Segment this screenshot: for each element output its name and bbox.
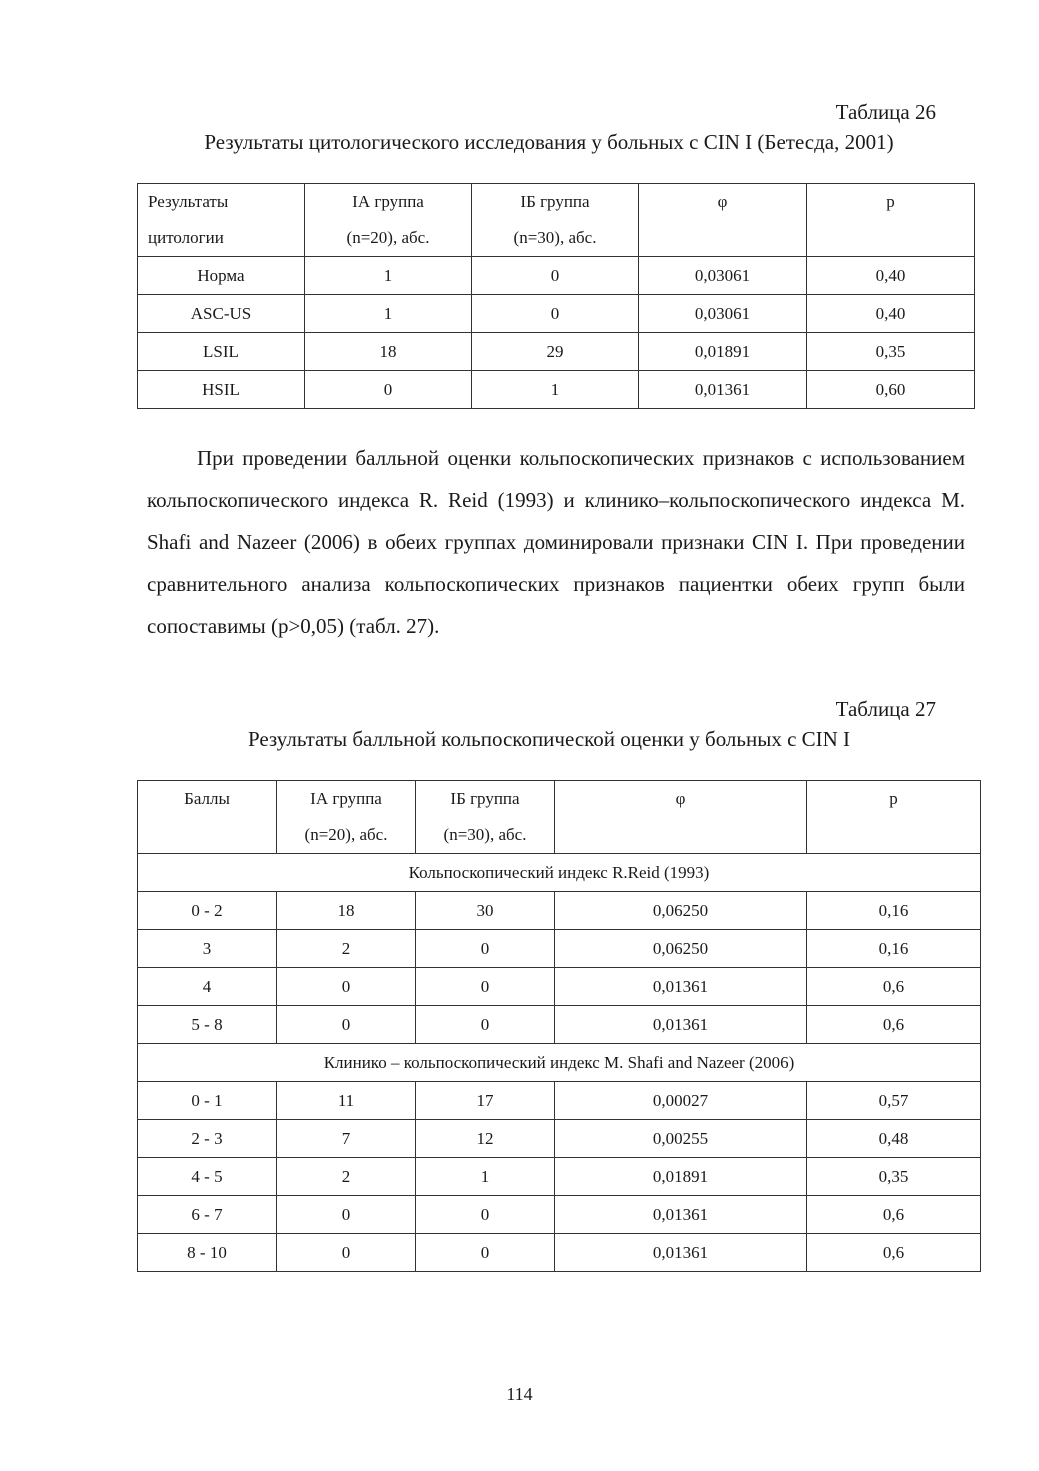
- table-cell: 2: [277, 1158, 416, 1196]
- table-cell: 0 - 1: [138, 1082, 277, 1120]
- table-cell: 29: [472, 333, 639, 371]
- header-cell: IБ группа (n=30), абс.: [472, 184, 639, 257]
- table-27-number: Таблица 27: [835, 697, 936, 721]
- table-row: [138, 892, 981, 930]
- table-cell: 0: [277, 1006, 416, 1044]
- table-27-caption: Результаты балльной кольпоскопической оценки у больных с CIN I: [247, 727, 851, 751]
- table-27: [137, 780, 981, 1272]
- table-cell: 0: [472, 295, 639, 333]
- table-cell: 0: [472, 257, 639, 295]
- table-cell: 4 - 5: [138, 1158, 277, 1196]
- header-cell: IА группа (n=20), абс.: [305, 184, 472, 257]
- table-cell: ASC-US: [138, 295, 305, 333]
- table-row: [138, 1196, 981, 1234]
- table-cell: 0,40: [807, 295, 975, 333]
- table-cell: 0: [305, 371, 472, 409]
- table-row: [138, 930, 981, 968]
- table-cell: 0,57: [807, 1082, 981, 1120]
- table-row: [138, 1006, 981, 1044]
- section-row: [138, 854, 981, 892]
- header-cell: Баллы: [138, 781, 277, 854]
- table-cell: 30: [416, 892, 555, 930]
- table-cell: 8 - 10: [138, 1234, 277, 1272]
- table-header-row: [138, 781, 981, 854]
- table-cell: 7: [277, 1120, 416, 1158]
- table-cell: 0: [416, 930, 555, 968]
- section-title: Кольпоскопический индекс R.Reid (1993): [138, 854, 981, 892]
- table-cell: 0,06250: [555, 930, 807, 968]
- table-row: [138, 295, 975, 333]
- header-cell: IБ группа (n=30), абс.: [416, 781, 555, 854]
- header-cell: Результаты цитологии: [138, 184, 305, 257]
- header-cell: p: [807, 184, 975, 257]
- section-row: [138, 1044, 981, 1082]
- table-cell: 0: [416, 1234, 555, 1272]
- table-cell: 0,60: [807, 371, 975, 409]
- table-cell: 12: [416, 1120, 555, 1158]
- table-cell: 4: [138, 968, 277, 1006]
- table-cell: 1: [305, 295, 472, 333]
- table-cell: 0,35: [807, 1158, 981, 1196]
- table-cell: 0,35: [807, 333, 975, 371]
- table-cell: 0,06250: [555, 892, 807, 930]
- table-cell: 0,6: [807, 968, 981, 1006]
- table-cell: 0: [416, 968, 555, 1006]
- table-row: [138, 1120, 981, 1158]
- table-row: [138, 1158, 981, 1196]
- table-cell: 1: [305, 257, 472, 295]
- table-cell: 6 - 7: [138, 1196, 277, 1234]
- table-cell: HSIL: [138, 371, 305, 409]
- table-cell: 18: [277, 892, 416, 930]
- table-row: [138, 1234, 981, 1272]
- table-cell: 0: [277, 1234, 416, 1272]
- table-row: [138, 333, 975, 371]
- table-cell: 2 - 3: [138, 1120, 277, 1158]
- table-cell: 0: [416, 1006, 555, 1044]
- table-cell: 3: [138, 930, 277, 968]
- table-cell: 0,01361: [555, 1234, 807, 1272]
- table-cell: 0,16: [807, 930, 981, 968]
- table-26-number: Таблица 26: [835, 100, 936, 124]
- table-cell: 1: [472, 371, 639, 409]
- table-row: [138, 968, 981, 1006]
- table-row: [138, 371, 975, 409]
- table-cell: 1: [416, 1158, 555, 1196]
- table-cell: 0,40: [807, 257, 975, 295]
- table-cell: 0: [277, 1196, 416, 1234]
- table-cell: 0: [416, 1196, 555, 1234]
- table-cell: 0: [277, 968, 416, 1006]
- table-cell: Норма: [138, 257, 305, 295]
- table-cell: 2: [277, 930, 416, 968]
- table-cell: 0,03061: [639, 257, 807, 295]
- table-cell: 0,01891: [555, 1158, 807, 1196]
- table-cell: 11: [277, 1082, 416, 1120]
- page-number: 114: [506, 1384, 533, 1404]
- table-cell: LSIL: [138, 333, 305, 371]
- table-26-caption: Результаты цитологического исследования у больных с CIN I (Бетесда, 2001): [204, 130, 894, 154]
- table-cell: 0,01361: [555, 968, 807, 1006]
- table-cell: 0,01891: [639, 333, 807, 371]
- table-cell: 0,00255: [555, 1120, 807, 1158]
- table-cell: 0,00027: [555, 1082, 807, 1120]
- table-cell: 0,01361: [639, 371, 807, 409]
- table-cell: 0 - 2: [138, 892, 277, 930]
- table-cell: 0,16: [807, 892, 981, 930]
- table-cell: 0,6: [807, 1196, 981, 1234]
- table-cell: 18: [305, 333, 472, 371]
- table-cell: 0,01361: [555, 1006, 807, 1044]
- table-cell: 0,6: [807, 1234, 981, 1272]
- table-cell: 0,03061: [639, 295, 807, 333]
- table-cell: 0,48: [807, 1120, 981, 1158]
- body-paragraph: При проведении балльной оценки кольпоскопических признаков с использованием кольпоскопического индекса R. Reid (1993) и клинико–кольпоскопического индекса M. Shafi and Nazeer (2006) в обеих группах доминировали признаки CIN I. При проведении сравнительного анализа кольпоскопических признаков пациентки обеих групп были сопоставимы (p>0,05) (табл. 27).: [147, 446, 965, 638]
- header-cell: φ: [639, 184, 807, 257]
- table-26: [137, 183, 975, 409]
- table-cell: 0,01361: [555, 1196, 807, 1234]
- section-title: Клинико – кольпоскопический индекс M. Shafi and Nazeer (2006): [138, 1044, 981, 1082]
- header-cell: φ: [555, 781, 807, 854]
- table-header-row: [138, 184, 975, 257]
- table-cell: 0,6: [807, 1006, 981, 1044]
- table-row: [138, 1082, 981, 1120]
- table-cell: 17: [416, 1082, 555, 1120]
- header-cell: p: [807, 781, 981, 854]
- table-row: [138, 257, 975, 295]
- table-cell: 5 - 8: [138, 1006, 277, 1044]
- header-cell: IА группа (n=20), абс.: [277, 781, 416, 854]
